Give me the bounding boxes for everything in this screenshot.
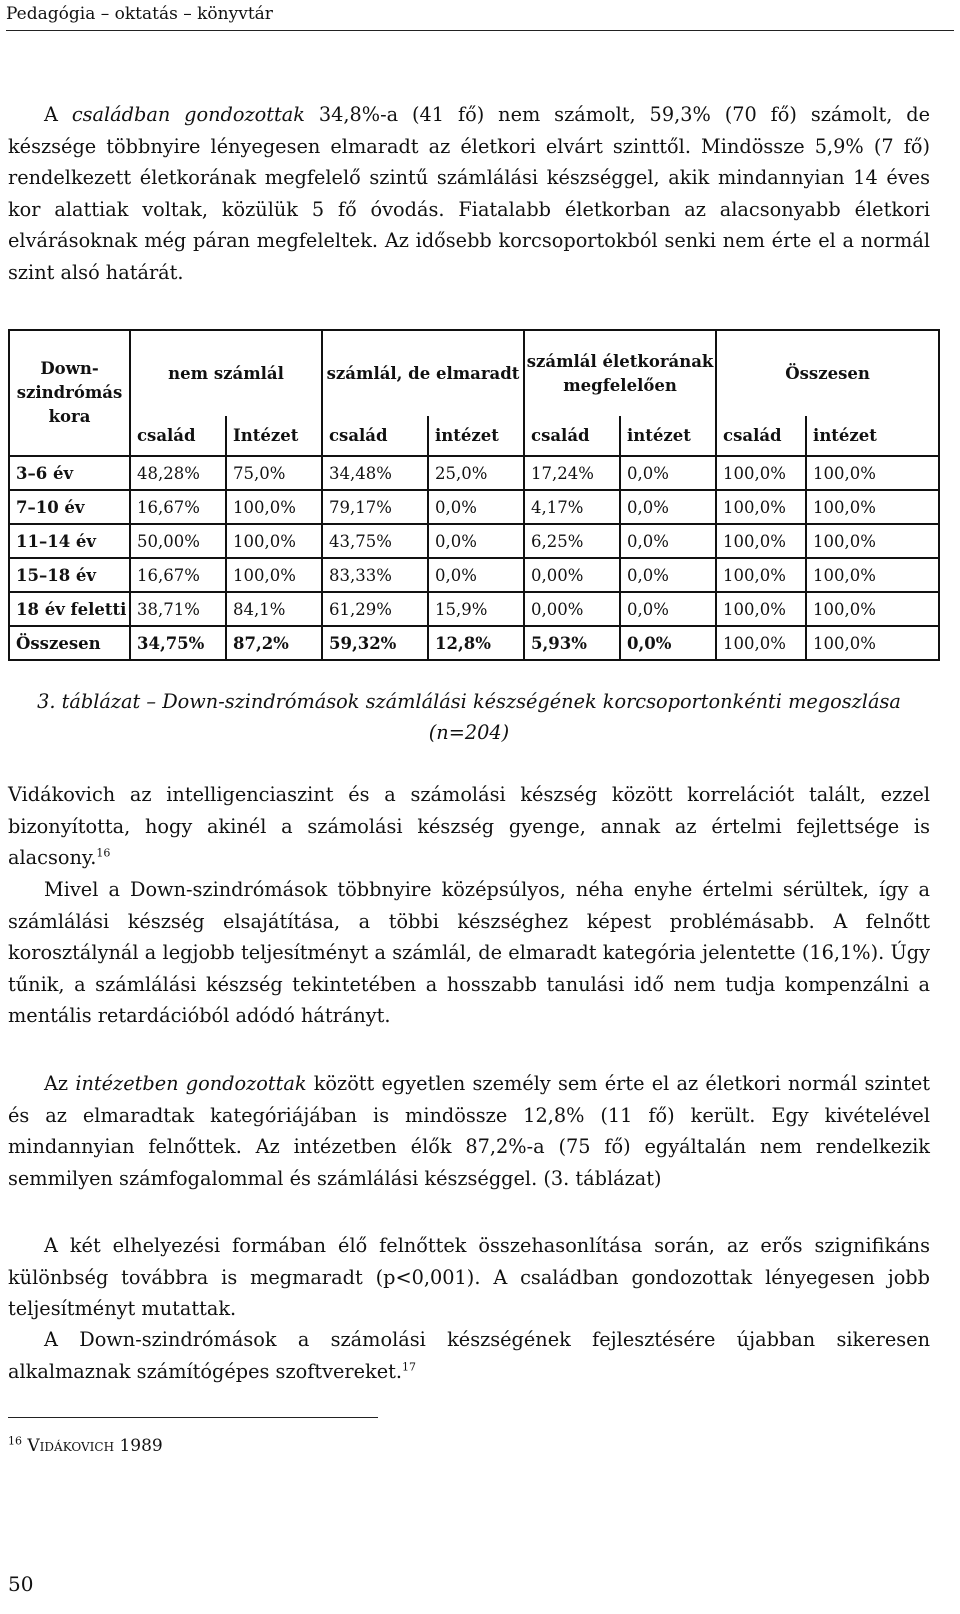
table-cell: 0,0% xyxy=(620,626,716,660)
paragraph-body: Vidákovich az intelligenciaszint és a számolási készség között korrelációt talált, ezzel bizonyította, hogy akinél a számolási készség gyenge, annak az értelmi fejlettsége is alacsony. xyxy=(8,783,930,869)
table-row xyxy=(9,524,939,558)
table-cell: 0,0% xyxy=(428,524,524,558)
table-cell: 0,00% xyxy=(524,558,620,592)
table-cell: 100,0% xyxy=(226,524,322,558)
paragraph-body: 34,8%-a (41 fő) nem számolt, 59,3% (70 fő) számolt, de készsége többnyire lényegesen elmaradt az életkori elvárt szinttől. Mindössze 5,9% (7 fő) rendelkezett életkorának megfelelő szintű számlálási készséggel, akik mindannyian 14 éves kor alattiak voltak, közülük 5 fő óvodás. Fiatalabb életkorban az alacsonyabb életkori elvárásoknak még páran megfeleltek. Az idősebb korcsoportokból senki nem érte el a normál szint alsó határát. xyxy=(8,103,930,284)
table-cell: 75,0% xyxy=(226,456,322,490)
table-cell: 16,67% xyxy=(130,490,226,524)
table-cell: 38,71% xyxy=(130,592,226,626)
table-cell: 61,29% xyxy=(322,592,428,626)
caption-sample-size: (n=204) xyxy=(428,721,510,744)
table-cell: 34,48% xyxy=(322,456,428,490)
table-cell: 84,1% xyxy=(226,592,322,626)
table-subheader: család xyxy=(524,416,620,456)
table-cell: 0,0% xyxy=(620,490,716,524)
running-header xyxy=(6,2,954,31)
row-label: 18 év feletti xyxy=(9,592,130,626)
footnote-author: Vidákovich xyxy=(27,1436,115,1456)
row-label: Összesen xyxy=(9,626,130,660)
table-row-total xyxy=(9,626,939,660)
table-cell: 100,0% xyxy=(716,456,806,490)
table-cell: 0,0% xyxy=(620,558,716,592)
table-cell: 12,8% xyxy=(428,626,524,660)
table-cell: 100,0% xyxy=(806,456,939,490)
table-caption xyxy=(8,686,930,748)
table-header-counting-behind: számlál, de elmaradt xyxy=(322,330,524,416)
paragraph-lead: Az xyxy=(44,1072,76,1095)
table-cell: 16,67% xyxy=(130,558,226,592)
table-cell: 100,0% xyxy=(716,558,806,592)
table-subheader: család xyxy=(322,416,428,456)
paragraph-italic-term: intézetben gondozottak xyxy=(75,1072,307,1095)
table-cell: 100,0% xyxy=(806,524,939,558)
paragraph-body: A két elhelyezési formában élő felnőttek összehasonlítása során, az erős szignifikáns különbség továbbra is megmaradt (p<0,001). A családban gondozottak lényegesen jobb teljesítményt mutattak. xyxy=(8,1234,930,1320)
table-header-age: Down-szindrómás kora xyxy=(9,330,130,456)
table-cell: 100,0% xyxy=(226,490,322,524)
paragraph-body: Mivel a Down-szindrómások többnyire középsúlyos, néha enyhe értelmi sérültek, így a számlálási készség elsajátítása, a többi készséghez képest problémásabb. A felnőtt korosztálynál a legjobb teljesítményt a számlál, de elmaradt kategória jelentette (16,1%). Úgy tűnik, a számlálási készség tekintetében a hosszabb tanulási idő nem tudja kompenzálni a mentális retardációból adódó hátrányt. xyxy=(8,878,930,1027)
table-cell: 34,75% xyxy=(130,626,226,660)
table-cell: 100,0% xyxy=(716,490,806,524)
table-subheader: Intézet xyxy=(226,416,322,456)
footnote-divider xyxy=(8,1417,378,1418)
table-cell: 87,2% xyxy=(226,626,322,660)
table-cell: 0,0% xyxy=(620,524,716,558)
footnote xyxy=(8,1436,163,1456)
row-label: 11–14 év xyxy=(9,524,130,558)
table-cell: 83,33% xyxy=(322,558,428,592)
table-cell: 4,17% xyxy=(524,490,620,524)
table-cell: 59,32% xyxy=(322,626,428,660)
table-cell: 0,0% xyxy=(620,592,716,626)
row-label: 15–18 év xyxy=(9,558,130,592)
paragraph-lead: A xyxy=(44,103,72,126)
table-cell: 5,93% xyxy=(524,626,620,660)
table-subheader: intézet xyxy=(428,416,524,456)
table-cell: 17,24% xyxy=(524,456,620,490)
table-row xyxy=(9,490,939,524)
page-number: 50 xyxy=(8,1572,34,1596)
paragraph-body: között egyetlen személy sem érte el az életkori normál szintet és az elmaradtak kategóriájában is mindössze 12,8% (11 fő) került. Egy kivételével mindannyian felnőttek. Az intézetben élők 87,2%-a (75 fő) egyáltalán nem rendelkezik semmilyen számfogalommal és számlálási készséggel. (3. táblázat) xyxy=(8,1072,931,1190)
table-cell: 100,0% xyxy=(716,626,806,660)
table-header-total: Összesen xyxy=(716,330,939,416)
paragraph-vidakovich xyxy=(8,779,930,874)
table-row xyxy=(9,456,939,490)
paragraph-comparison xyxy=(8,1230,930,1325)
table-header-not-counting: nem számlál xyxy=(130,330,322,416)
table-cell: 100,0% xyxy=(226,558,322,592)
table-cell: 100,0% xyxy=(806,490,939,524)
table-cell: 25,0% xyxy=(428,456,524,490)
table-subheader: család xyxy=(130,416,226,456)
row-label: 7–10 év xyxy=(9,490,130,524)
table-subheader: család xyxy=(716,416,806,456)
table-subheader: intézet xyxy=(620,416,716,456)
table-cell: 48,28% xyxy=(130,456,226,490)
paragraph-institutional-care xyxy=(8,1068,930,1194)
running-title: Pedagógia – oktatás – könyvtár xyxy=(6,4,273,24)
footnote-ref: 16 xyxy=(96,846,111,860)
table-cell: 100,0% xyxy=(716,592,806,626)
table-row xyxy=(9,592,939,626)
caption-line: 3. táblázat – Down-szindrómások számlálási készségének korcsoportonkénti megoszlása xyxy=(37,690,901,713)
footnote-year: 1989 xyxy=(119,1436,163,1456)
paragraph-moderate-disability xyxy=(8,874,930,1032)
paragraph-body: A Down-szindrómások a számolási készségének fejlesztésére újabban sikeresen alkalmaznak számítógépes szoftvereket. xyxy=(8,1328,930,1383)
counting-skill-table xyxy=(8,329,940,661)
table-cell: 15,9% xyxy=(428,592,524,626)
paragraph-software xyxy=(8,1324,930,1387)
table-row xyxy=(9,558,939,592)
paragraph-italic-term: családban gondozottak xyxy=(71,103,305,126)
row-label: 3–6 év xyxy=(9,456,130,490)
table-header-counting-age-appropriate: számlál életkorának megfelelően xyxy=(524,330,716,416)
table-cell: 0,00% xyxy=(524,592,620,626)
table-cell: 50,00% xyxy=(130,524,226,558)
table-cell: 100,0% xyxy=(806,558,939,592)
footnote-number: 16 xyxy=(8,1434,22,1448)
table-cell: 0,0% xyxy=(620,456,716,490)
table-cell: 100,0% xyxy=(806,592,939,626)
table-cell: 100,0% xyxy=(716,524,806,558)
table-subheader: intézet xyxy=(806,416,939,456)
table-cell: 6,25% xyxy=(524,524,620,558)
paragraph-family-care xyxy=(8,99,930,288)
footnote-ref: 17 xyxy=(402,1360,417,1374)
table-cell: 0,0% xyxy=(428,490,524,524)
table-cell: 100,0% xyxy=(806,626,939,660)
table-cell: 43,75% xyxy=(322,524,428,558)
table-cell: 79,17% xyxy=(322,490,428,524)
table-cell: 0,0% xyxy=(428,558,524,592)
